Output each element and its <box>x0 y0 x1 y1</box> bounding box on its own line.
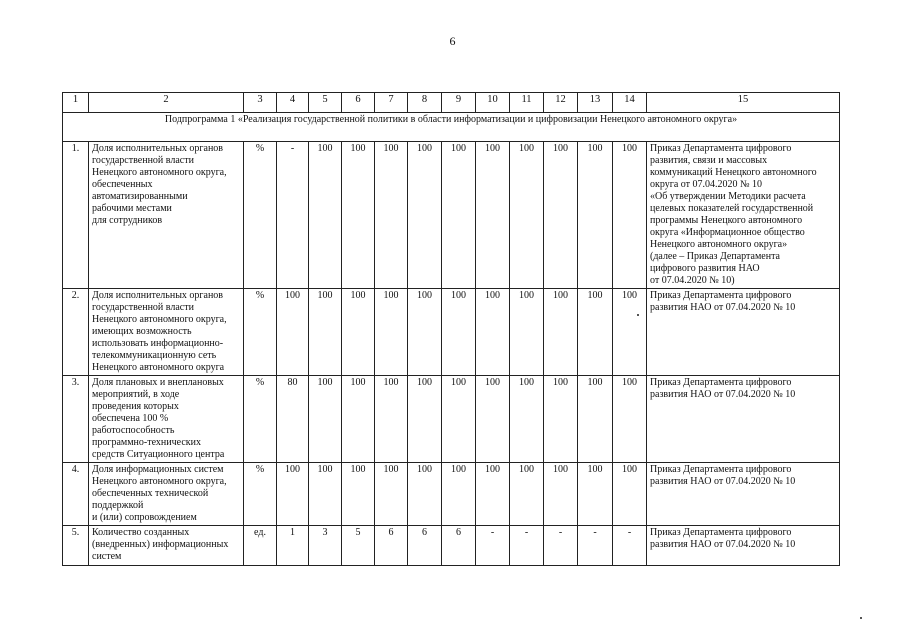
value-cell: 100 <box>342 376 375 463</box>
value-cell: 100 <box>442 376 476 463</box>
source-cell: Приказ Департамента цифрового развития НАО от 07.04.2020 № 10 <box>647 376 840 463</box>
value-cell: - <box>578 526 613 566</box>
unit-cell: % <box>244 289 277 376</box>
value-cell: 3 <box>309 526 342 566</box>
source-cell: Приказ Департамента цифрового развития НАО от 07.04.2020 № 10 <box>647 289 840 376</box>
subprogram-title: Подпрограмма 1 «Реализация государственной политики в области информатизации и цифровизации Ненецкого автономного округа» <box>63 113 840 142</box>
header-cell: 12 <box>544 93 578 113</box>
value-cell: 100 <box>375 142 408 289</box>
indicator-name: Доля исполнительных органов государственной власти Ненецкого автономного округа, обеспеченных автоматизированными рабочими местами для сотрудников <box>89 142 244 289</box>
table-row <box>63 526 840 566</box>
indicator-name: Доля исполнительных органов государственной власти Ненецкого автономного округа, имеющих возможность использовать информационно- телекоммуникационную сеть Ненецкого автономного округа <box>89 289 244 376</box>
indicator-name: Доля информационных систем Ненецкого автономного округа, обеспеченных технической поддержкой и (или) сопровождением <box>89 463 244 526</box>
header-cell: 8 <box>408 93 442 113</box>
value-cell: 100 <box>476 376 510 463</box>
indicator-name: Количество созданных (внедренных) информационных систем <box>89 526 244 566</box>
table-row <box>63 376 840 463</box>
source-cell: Приказ Департамента цифрового развития НАО от 07.04.2020 № 10 <box>647 526 840 566</box>
unit-cell: % <box>244 463 277 526</box>
value-cell: 5 <box>342 526 375 566</box>
header-row <box>63 93 840 113</box>
header-cell: 4 <box>277 93 309 113</box>
table-row <box>63 142 840 289</box>
value-cell: - <box>510 526 544 566</box>
value-cell: 100 <box>578 376 613 463</box>
header-cell: 13 <box>578 93 613 113</box>
value-cell: 100 <box>613 376 647 463</box>
value-cell: 100 <box>544 463 578 526</box>
value-cell: - <box>613 526 647 566</box>
header-cell: 14 <box>613 93 647 113</box>
value-cell: 100 <box>613 289 647 376</box>
value-cell: 100 <box>510 376 544 463</box>
value-cell: 100 <box>375 289 408 376</box>
value-cell: 100 <box>309 463 342 526</box>
value-cell: 100 <box>476 142 510 289</box>
row-number: 1. <box>63 142 89 289</box>
header-cell: 6 <box>342 93 375 113</box>
value-cell: 100 <box>408 463 442 526</box>
value-cell: 100 <box>544 289 578 376</box>
value-cell: 100 <box>442 289 476 376</box>
indicator-name: Доля плановых и внеплановых мероприятий, в ходе проведения которых обеспечена 100 % работоспособность программно-технических средств Ситуационного центра <box>89 376 244 463</box>
value-cell: 100 <box>544 142 578 289</box>
table-row <box>63 289 840 376</box>
value-cell: 100 <box>277 289 309 376</box>
unit-cell: % <box>244 142 277 289</box>
value-cell: 100 <box>342 289 375 376</box>
value-cell: 100 <box>476 289 510 376</box>
value-cell: 100 <box>510 289 544 376</box>
value-cell: 100 <box>613 142 647 289</box>
row-number: 3. <box>63 376 89 463</box>
value-cell: 100 <box>342 142 375 289</box>
value-cell: 6 <box>442 526 476 566</box>
row-number: 2. <box>63 289 89 376</box>
value-cell: 100 <box>408 289 442 376</box>
value-cell: 80 <box>277 376 309 463</box>
header-cell: 3 <box>244 93 277 113</box>
value-cell: 100 <box>309 376 342 463</box>
value-cell: 100 <box>544 376 578 463</box>
source-cell: Приказ Департамента цифрового развития, связи и массовых коммуникаций Ненецкого автономного округа от 07.04.2020 № 10 «Об утверждении Методики расчета целевых показателей государственной программы Ненецкого автономного округа «Информационное общество Ненецкого автономного округа» (далее – Приказ Департамента цифрового развития НАО от 07.04.2020 № 10) <box>647 142 840 289</box>
value-cell: 100 <box>375 463 408 526</box>
value-cell: 100 <box>476 463 510 526</box>
value-cell: 100 <box>442 142 476 289</box>
value-cell: 6 <box>408 526 442 566</box>
value-cell: 100 <box>613 463 647 526</box>
value-cell: 100 <box>442 463 476 526</box>
value-cell: 100 <box>510 463 544 526</box>
indicators-table <box>62 92 840 566</box>
scan-speck <box>637 314 639 316</box>
header-cell: 1 <box>63 93 89 113</box>
value-cell: 6 <box>375 526 408 566</box>
unit-cell: ед. <box>244 526 277 566</box>
row-number: 4. <box>63 463 89 526</box>
value-cell: 100 <box>342 463 375 526</box>
subprogram-row <box>63 113 840 142</box>
value-cell: 100 <box>309 289 342 376</box>
value-cell: 100 <box>408 376 442 463</box>
header-cell: 5 <box>309 93 342 113</box>
header-cell: 11 <box>510 93 544 113</box>
value-cell: 100 <box>408 142 442 289</box>
header-cell: 9 <box>442 93 476 113</box>
value-cell: 1 <box>277 526 309 566</box>
header-cell: 15 <box>647 93 840 113</box>
header-cell: 7 <box>375 93 408 113</box>
value-cell: - <box>476 526 510 566</box>
header-cell: 10 <box>476 93 510 113</box>
value-cell: - <box>544 526 578 566</box>
value-cell: 100 <box>578 142 613 289</box>
source-cell: Приказ Департамента цифрового развития НАО от 07.04.2020 № 10 <box>647 463 840 526</box>
row-number: 5. <box>63 526 89 566</box>
value-cell: 100 <box>375 376 408 463</box>
unit-cell: % <box>244 376 277 463</box>
header-cell: 2 <box>89 93 244 113</box>
value-cell: 100 <box>578 463 613 526</box>
table-row <box>63 463 840 526</box>
scan-speck <box>860 617 862 619</box>
page-number: 6 <box>449 34 456 48</box>
value-cell: 100 <box>510 142 544 289</box>
value-cell: 100 <box>578 289 613 376</box>
value-cell: 100 <box>309 142 342 289</box>
value-cell: 100 <box>277 463 309 526</box>
value-cell: - <box>277 142 309 289</box>
